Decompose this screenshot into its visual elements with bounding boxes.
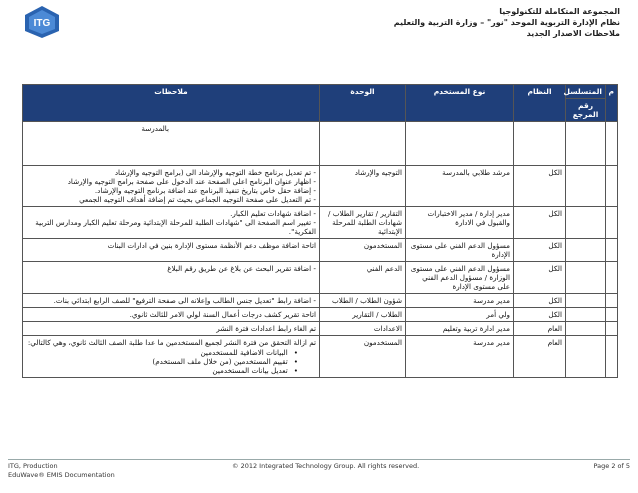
unit-cell: الاعدادات [320,322,406,336]
footer-copyright: © 2012 Integrated Technology Group. All rights reserved. [232,462,420,470]
release-notes-table [22,84,618,378]
note-item: - اضافة رابط "تعديل جنس الطالب وإعلانه الى صفحة الترفيع" للصف الرابع ابتدائي بنات. [26,296,316,305]
header-user-type: نوع المستخدم [406,85,514,122]
user-cell: مدير إدارة / مدير الاختبارات والقبول في الادارة [406,207,514,239]
notes-cell [23,262,320,294]
footer-divider [8,459,630,460]
system-cell: الكل [514,262,566,294]
notes-cell: تم الغاء رابط اعدادات فترة النشر [23,322,320,336]
note-item: - اضافة شهادات تعليم الكبار. [26,209,316,218]
notes-cell: اتاحة اضافة موظف دعم الأنظمة مستوى الإدارة بنين في ادارات البنات [23,239,320,262]
notes-cell: اتاحة تقرير كشف درجات أعمال السنة لولي الامر للثالث ثانوي. [23,308,320,322]
itg-logo [22,4,62,40]
table-row [23,166,618,207]
user-cell: مسؤول الدعم الفني على مستوى الوزارة / مسؤول الدعم الفني على مستوى الإدارة [406,262,514,294]
header-notes: ملاحظات [23,85,320,122]
unit-cell: المستخدمون [320,239,406,262]
header-unit: الوحدة [320,85,406,122]
header-system: النظام [514,85,566,122]
document-header [394,6,620,39]
note-item: - تم التعديل على صفحة التوجيه الجماعي بحيث تم إضافة أهداف التوجيه الجمعي [26,195,316,204]
footer-product: EduWave® EMIS Documentation [8,471,115,479]
table-row [23,308,618,322]
header-line-2: نظام الإدارة التربوية الموحد "نور" – وزارة التربية والتعليم [393,18,620,27]
user-cell: مدير مدرسة [406,336,514,378]
notes-cell [23,336,320,378]
header-line-1: المجموعة المتكاملة للتكنولوجيا [499,7,620,16]
notes-cell [23,294,320,308]
unit-cell: التقارير / تقارير الطلاب / شهادات الطلبة للمرحلة الإبتدائية [320,207,406,239]
footer-page-number: Page 2 of 5 [593,462,630,470]
table-row [23,122,618,166]
user-cell: مدير مدرسة [406,294,514,308]
table-row [23,336,618,378]
note-item: - تم تعديل برنامج خطة التوجيه والإرشاد الى (برامج التوجيه والإرشاد [26,168,316,177]
bullet-item: • تقييم المستخدمين (من خلال ملف المستخدم) [26,357,298,366]
note-item: - اظهار عنوان البرنامج اعلى الصفحة عند الدخول على صفحة برامج التوجيه والإرشاد [26,177,316,186]
user-cell: مرشد طلابي بالمدرسة [406,166,514,207]
logo-text: ITG [33,18,51,29]
system-cell: الكل [514,239,566,262]
unit-cell: المستخدمون [320,336,406,378]
user-cell: مدير ادارة تربية وتعليم [406,322,514,336]
user-cell: ولي أمر [406,308,514,322]
notes-cell: بالمدرسة [23,122,320,166]
system-cell: العام [514,322,566,336]
table-row [23,207,618,239]
notes-cell [23,207,320,239]
system-cell: الكل [514,308,566,322]
header-no: م [606,85,618,122]
unit-cell: التوجيه والإرشاد [320,166,406,207]
bullet-list [26,348,298,375]
note-item: - إضافة حقل خاص بتاريخ تنفيذ البرنامج عند اضافة برنامج التوجيه والإرشاد. [26,186,316,195]
header-line-3: ملاحظات الاصدار الجديد [526,29,620,38]
header-serial: المتسلسل [566,85,606,99]
system-cell: العام [514,336,566,378]
unit-cell: الدعم الفني [320,262,406,294]
header-ref: رقم المرجع [566,99,606,122]
footer-company: ITG, Production [8,462,58,470]
system-cell: الكل [514,207,566,239]
system-cell: الكل [514,166,566,207]
unit-cell: شؤون الطلاب / الطلاب [320,294,406,308]
user-cell: مسؤول الدعم الفني على مستوى الإدارة [406,239,514,262]
bullet-item: • تعديل بيانات المستخدمين [26,366,298,375]
system-cell: الكل [514,294,566,308]
table-row [23,322,618,336]
table-row [23,239,618,262]
table-row [23,262,618,294]
notes-cell [23,166,320,207]
bullet-item: • البيانات الاضافية للمستخدمين [26,348,298,357]
note-text: تم ازالة التحقق من فترة النشر لجميع المستخدمين ما عدا طلبة الصف الثالث ثانوي، وهي كالتالي: [27,338,316,347]
table-row [23,294,618,308]
note-item: - تغيير اسم الصفحة الى "شهادات الطلبة للمرحلة الإبتدائية ومرحلة تعليم الكبار ومدارس التربية الفكرية". [26,218,316,236]
unit-cell: الطلاب / التقارير [320,308,406,322]
note-item: - اضافة تقرير البحث عن بلاغ عن طريق رقم البلاغ [26,264,316,273]
